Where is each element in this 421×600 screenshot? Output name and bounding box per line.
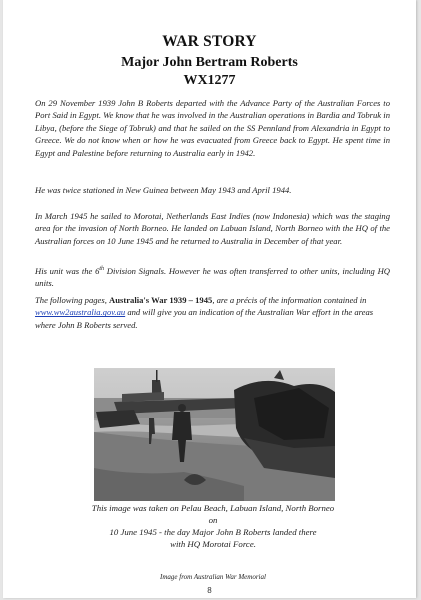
photo-credit: Image from Australian War Memorial: [160, 573, 266, 581]
ww2australia-link[interactable]: www.ww2australia.gov.au: [35, 307, 126, 318]
photo-caption: [43, 502, 383, 550]
caption-line-4: with HQ Morotai Force.: [170, 539, 256, 549]
service-number: WX1277: [183, 73, 236, 88]
caption-line-2: on: [208, 515, 218, 525]
beach-landing-photo: [94, 368, 335, 501]
australias-war-title: Australia's War 1939 – 1945: [109, 295, 213, 305]
paragraph-new-guinea: He was twice stationed in New Guinea between May 1943 and April 1944.: [35, 185, 292, 195]
document-page: [3, 0, 416, 598]
caption-line-1: This image was taken on Pelau Beach, Labuan Island, North Borneo: [91, 503, 335, 513]
beach-landing-photo-drawing: [94, 368, 335, 501]
following-text-end: and will give you an indication of the Australian War effort in the areas where John B Roberts served.: [35, 307, 374, 330]
unit-ordinal-suffix: th: [99, 266, 105, 273]
paragraph-morotai: In March 1945 he sailed to Morotai, Netherlands East Indies (now Indonesia) which was the staging area for the invasion of North Borneo. He landed on Labuan Island, North Borneo with the HQ of the Australian forces on 10 June 1945 and he returned to Australia in December of that year.: [35, 211, 390, 246]
paragraph-unit: [35, 265, 390, 290]
caption-line-3: 10 June 1945 - the day Major John B Roberts landed there: [109, 527, 317, 537]
unit-text-start: His unit was the 6: [35, 266, 100, 276]
following-text-start: The following pages,: [35, 295, 110, 305]
page-number: 8: [207, 586, 212, 595]
person-name: Major John Bertram Roberts: [121, 55, 298, 70]
page-title: WAR STORY: [162, 33, 257, 50]
unit-text-end: Division Signals. However he was often transferred to other units, including HQ units.: [35, 266, 390, 289]
paragraph-following-pages: [35, 294, 395, 331]
following-text-mid: , are a précis of the information contained in: [212, 295, 367, 305]
paragraph-early-service: On 29 November 1939 John B Roberts departed with the Advance Party of the Australian Forces to Port Said in Egypt. We know that he was involved in the Australian operations in Bardia and Tobruk in Libya, (before the Siege of Tobruk) and that he sailed on the SS Pennland from Alexandria in Egypt to Greece. We do not know when or how he was evacuated from Greece back to Egypt. He spent time in Egypt and Palestine before returning to Australia early in 1942.: [35, 98, 390, 158]
